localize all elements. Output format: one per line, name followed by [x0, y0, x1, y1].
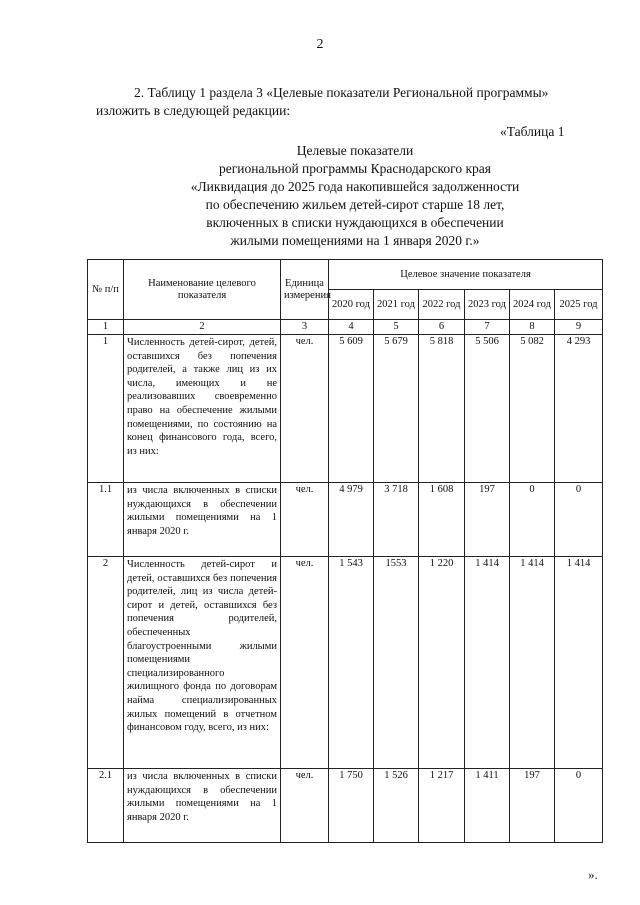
column-number: 2: [124, 320, 281, 335]
row-unit: чел.: [281, 557, 329, 769]
row-value: 1 526: [374, 769, 419, 843]
row-name: из числа включенных в списки нуждающихся в обеспечении жилыми помещениями на 1 января 2020 г.: [124, 769, 281, 843]
column-number: 7: [465, 320, 510, 335]
intro-paragraph: [96, 84, 616, 120]
column-number: 1: [88, 320, 124, 335]
row-name: Численность детей-сирот, детей, оставшихся без попечения родителей, а также лиц из их числа, имеющих и не реализовавших своевременно право на обеспечение жилыми помещениями, по состоянию на конец финансового года, всего, из них:: [124, 335, 281, 483]
column-number: 6: [419, 320, 465, 335]
row-value: 1553: [374, 557, 419, 769]
header-year: 2023 год: [465, 290, 510, 320]
header-year: 2025 год: [555, 290, 603, 320]
row-value: 4 979: [329, 483, 374, 557]
table-row: [88, 335, 603, 483]
row-value: 197: [465, 483, 510, 557]
table-reference: «Таблица 1: [500, 124, 565, 139]
title-line: включенных в списки нуждающихся в обеспечении: [206, 215, 504, 230]
row-value: 1 414: [465, 557, 510, 769]
row-name: из числа включенных в списки нуждающихся в обеспечении жилыми помещениями на 1 января 2020 г.: [124, 483, 281, 557]
column-number: 4: [329, 320, 374, 335]
intro-line-1: 2. Таблицу 1 раздела 3 «Целевые показатели Региональной программы»: [134, 85, 549, 100]
column-number: 5: [374, 320, 419, 335]
column-number: 9: [555, 320, 603, 335]
column-number: 8: [510, 320, 555, 335]
header-year: 2022 год: [419, 290, 465, 320]
column-number: 3: [281, 320, 329, 335]
row-value: 0: [555, 483, 603, 557]
row-value: 1 411: [465, 769, 510, 843]
row-value: 0: [510, 483, 555, 557]
table-row: [88, 557, 603, 769]
row-value: 5 679: [374, 335, 419, 483]
row-value: 1 750: [329, 769, 374, 843]
page-number: 2: [316, 37, 324, 52]
row-value: 1 220: [419, 557, 465, 769]
row-value: 5 609: [329, 335, 374, 483]
title-line: жилыми помещениями на 1 января 2020 г.»: [230, 233, 480, 248]
header-unit: Единица измерения: [281, 260, 329, 320]
header-year: 2020 год: [329, 290, 374, 320]
title-line: Целевые показатели: [296, 143, 414, 158]
row-value: 3 718: [374, 483, 419, 557]
table-row: [88, 483, 603, 557]
row-num: 2.1: [88, 769, 124, 843]
row-value: 1 414: [510, 557, 555, 769]
row-unit: чел.: [281, 769, 329, 843]
header-year: 2021 год: [374, 290, 419, 320]
row-value: 197: [510, 769, 555, 843]
table-row: [88, 769, 603, 843]
row-value: 1 543: [329, 557, 374, 769]
row-unit: чел.: [281, 335, 329, 483]
indicators-table: [87, 259, 603, 843]
row-value: 5 818: [419, 335, 465, 483]
header-target: Целевое значение показателя: [329, 260, 603, 290]
row-unit: чел.: [281, 483, 329, 557]
header-year: 2024 год: [510, 290, 555, 320]
header-num: № п/п: [88, 260, 124, 320]
row-name: Численность детей-сирот и детей, оставшихся без попечения родителей, лиц из числа детей-сирот и детей, оставшихся без попечения родителей, обеспеченных благоустроенными жилыми помещениями специализированного жилищного фонда по договорам найма специализированных жилых помещений в отчетном финансовом году, всего, из них:: [124, 557, 281, 769]
intro-line-2: изложить в следующей редакции:: [96, 103, 291, 118]
column-numbers-row: [88, 320, 603, 335]
row-value: 1 608: [419, 483, 465, 557]
table-title: [120, 142, 590, 250]
row-value: 1 217: [419, 769, 465, 843]
row-value: 5 506: [465, 335, 510, 483]
title-line: региональной программы Краснодарского края: [219, 161, 491, 176]
row-value: 1 414: [555, 557, 603, 769]
title-line: по обеспечению жильем детей-сирот старше 18 лет,: [205, 197, 505, 212]
row-num: 1: [88, 335, 124, 483]
closing-quote: ».: [588, 867, 598, 882]
title-line: «Ликвидация до 2025 года накопившейся задолженности: [190, 179, 520, 194]
row-num: 2: [88, 557, 124, 769]
row-value: 4 293: [555, 335, 603, 483]
row-value: 5 082: [510, 335, 555, 483]
header-name: Наименование целевого показателя: [124, 260, 281, 320]
row-num: 1.1: [88, 483, 124, 557]
row-value: 0: [555, 769, 603, 843]
